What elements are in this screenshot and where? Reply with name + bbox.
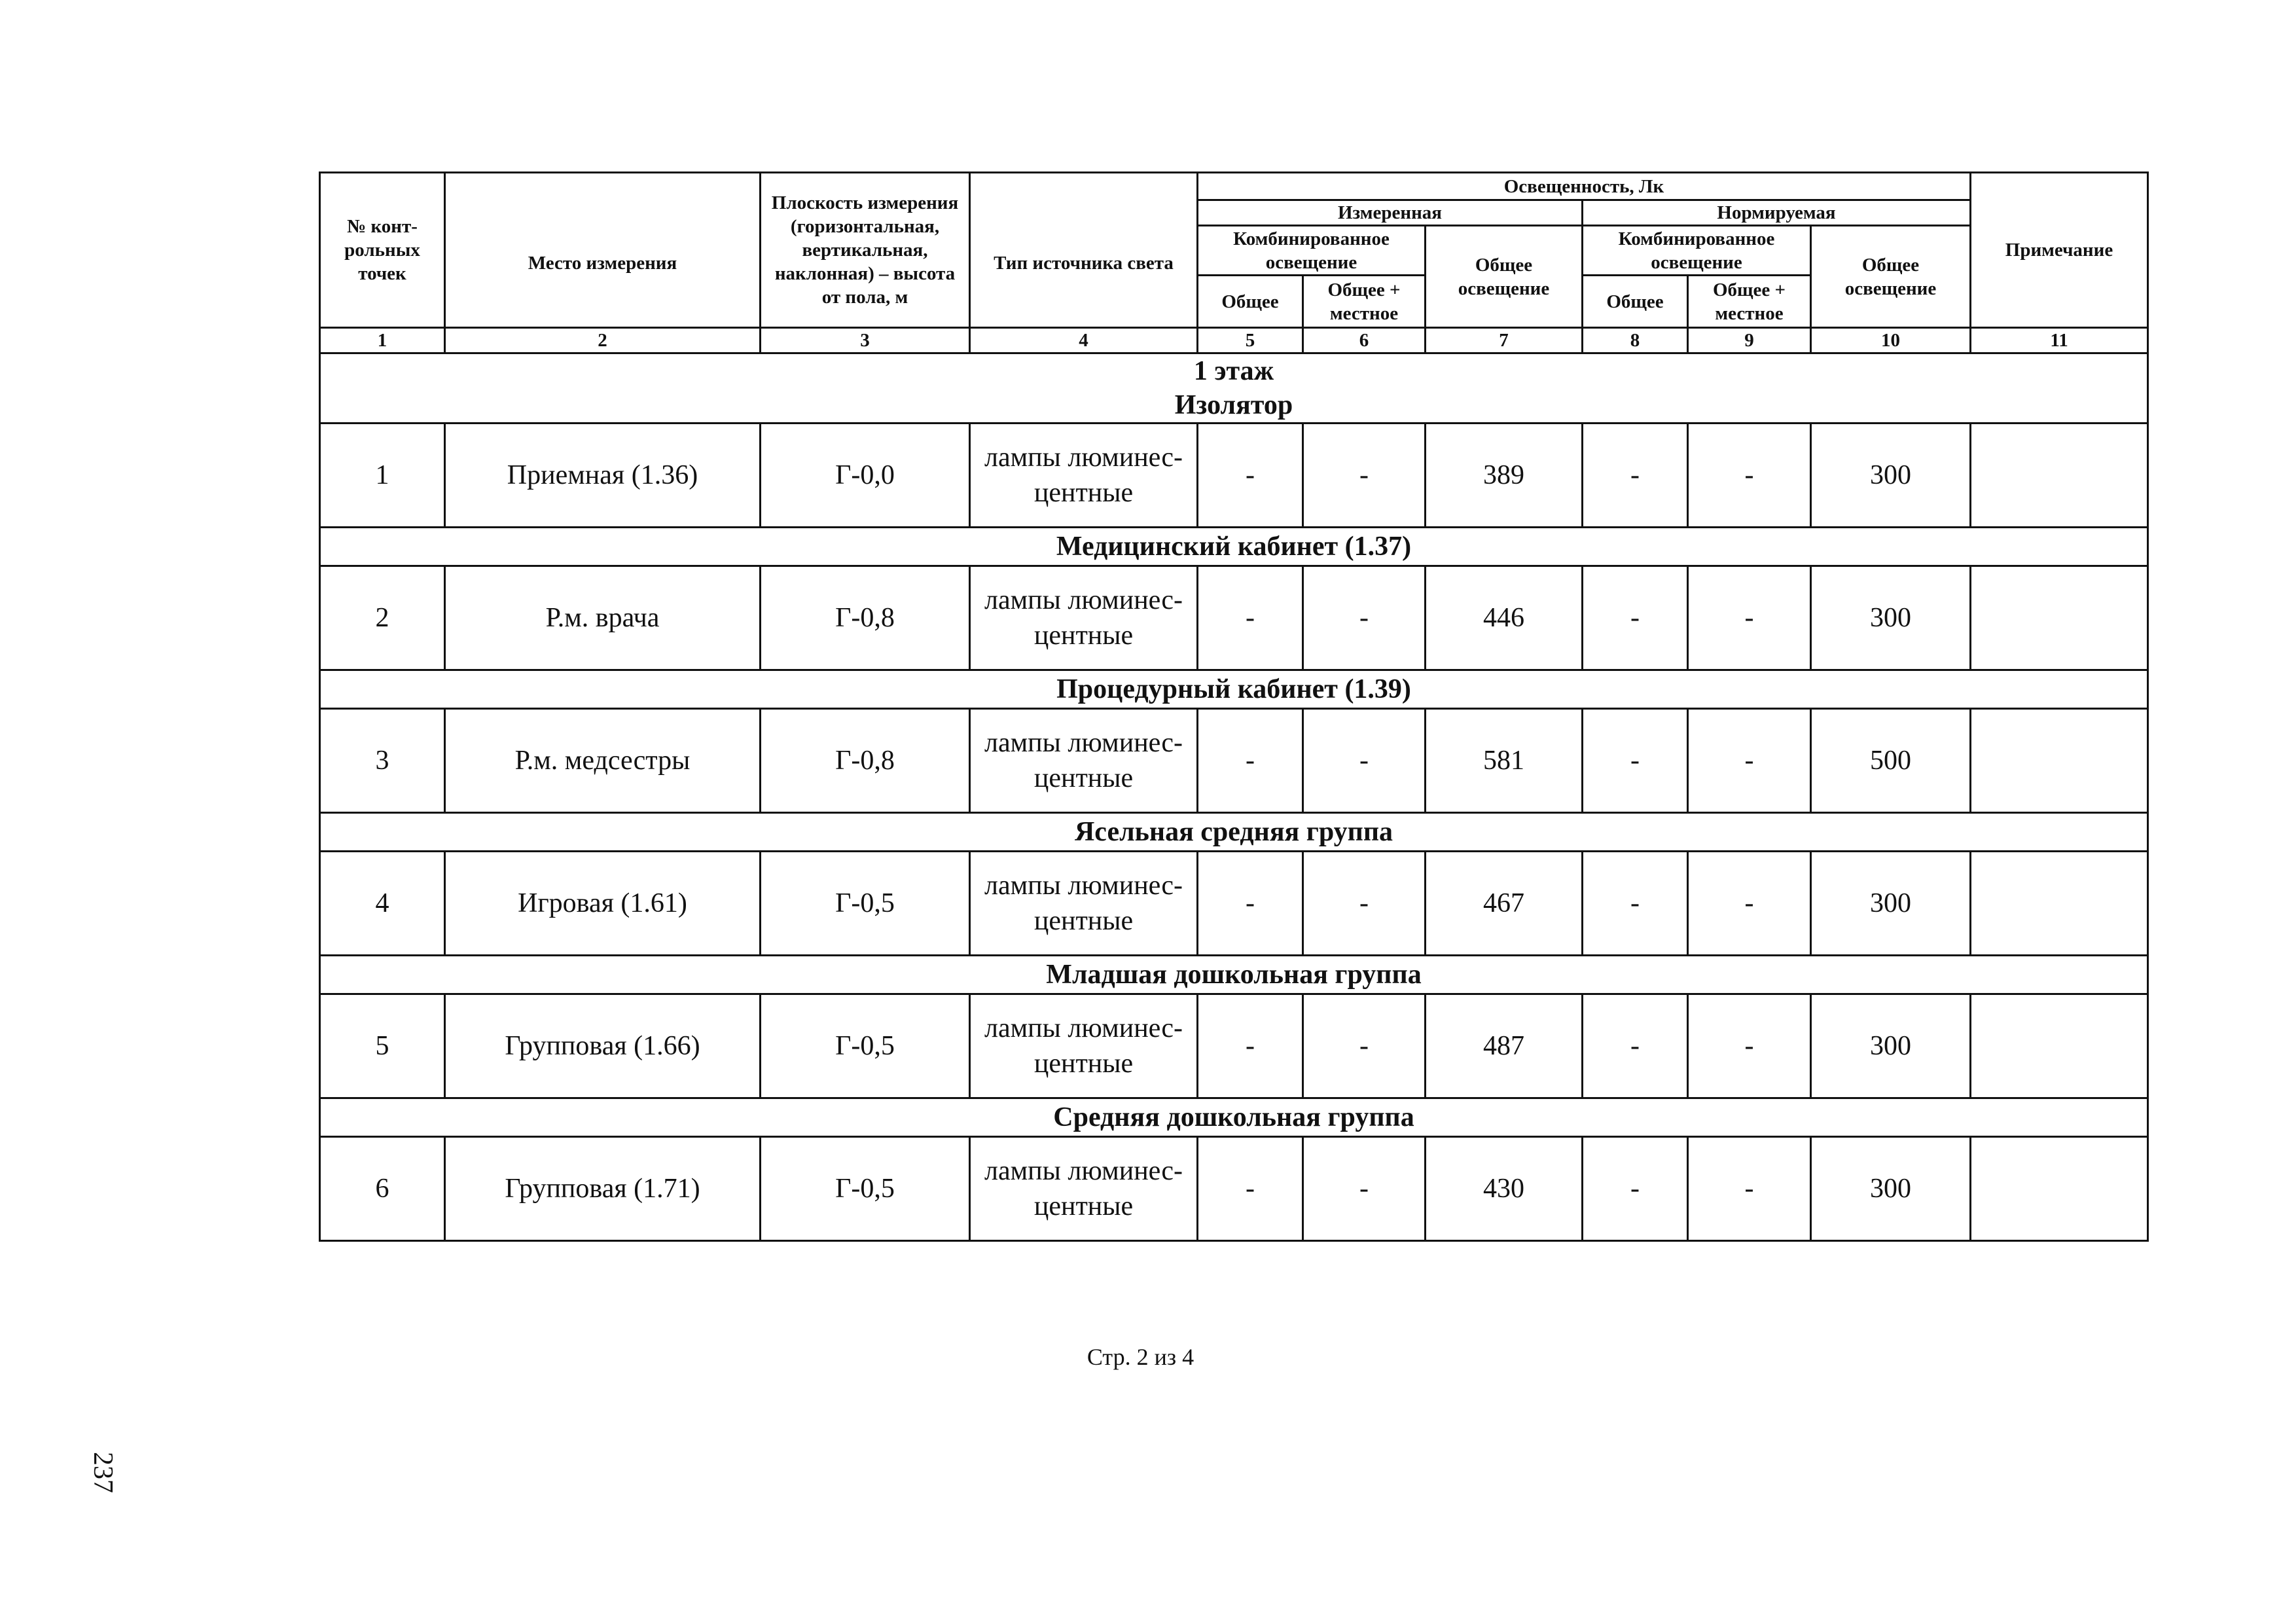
plane-cell: Г-0,5 (761, 852, 970, 956)
column-number: 3 (761, 328, 970, 353)
normative-general-cell: 500 (1811, 709, 1971, 813)
measured-combined-local-cell: - (1303, 1137, 1426, 1241)
place-cell: Р.м. врача (445, 566, 761, 670)
plane-cell: Г-0,5 (761, 994, 970, 1098)
column-number: 4 (970, 328, 1198, 353)
column-number: 7 (1426, 328, 1583, 353)
header-normative-general: Общее освещение (1811, 226, 1971, 328)
place-cell: Игровая (1.61) (445, 852, 761, 956)
normative-combined-general-cell: - (1583, 566, 1688, 670)
normative-general-cell: 300 (1811, 852, 1971, 956)
section-title-row (320, 528, 2148, 566)
measured-general-cell: 446 (1426, 566, 1583, 670)
section-title-line: Младшая дошкольная группа (1046, 960, 1422, 990)
section-title-line: Ясельная средняя группа (1074, 817, 1393, 847)
section-title (320, 670, 2148, 709)
normative-general-cell: 300 (1811, 424, 1971, 528)
section-title (320, 1098, 2148, 1137)
note-cell (1971, 852, 2148, 956)
section-title-line: Процедурный кабинет (1.39) (1056, 674, 1411, 704)
point-number-cell: 3 (320, 709, 445, 813)
header-note: Примечание (1971, 173, 2148, 328)
measured-combined-local-cell: - (1303, 994, 1426, 1098)
section-title-line: Изолятор (1174, 390, 1293, 420)
point-number-cell: 1 (320, 424, 445, 528)
normative-combined-general-cell: - (1583, 424, 1688, 528)
normative-general-cell: 300 (1811, 994, 1971, 1098)
section-title-row (320, 1098, 2148, 1137)
column-number: 2 (445, 328, 761, 353)
section-title (320, 956, 2148, 994)
measured-general-cell: 430 (1426, 1137, 1583, 1241)
header-measured-general-plus-local: Общее + местное (1303, 276, 1426, 328)
measured-combined-general-cell: - (1198, 1137, 1303, 1241)
normative-combined-local-cell: - (1688, 566, 1811, 670)
table-row (320, 994, 2148, 1098)
header-measured: Измеренная (1198, 200, 1583, 226)
measured-combined-general-cell: - (1198, 709, 1303, 813)
note-cell (1971, 994, 2148, 1098)
column-number: 11 (1971, 328, 2148, 353)
normative-combined-local-cell: - (1688, 1137, 1811, 1241)
plane-cell: Г-0,8 (761, 566, 970, 670)
header-point-no: № конт-рольных точек (320, 173, 445, 328)
column-number: 6 (1303, 328, 1426, 353)
place-cell: Приемная (1.36) (445, 424, 761, 528)
header-place: Место измерения (445, 173, 761, 328)
table-body (320, 353, 2148, 1241)
light-source-cell: лампы люминес-центные (970, 424, 1198, 528)
header-illuminance: Освещенность, Лк (1198, 173, 1971, 200)
header-normative-combined: Комбинированное освещение (1583, 226, 1811, 276)
normative-combined-general-cell: - (1583, 852, 1688, 956)
section-title (320, 813, 2148, 852)
plane-cell: Г-0,5 (761, 1137, 970, 1241)
measured-general-cell: 487 (1426, 994, 1583, 1098)
table-row (320, 852, 2148, 956)
measured-combined-local-cell: - (1303, 709, 1426, 813)
measured-combined-local-cell: - (1303, 424, 1426, 528)
table-row (320, 566, 2148, 670)
column-number: 8 (1583, 328, 1688, 353)
normative-combined-general-cell: - (1583, 709, 1688, 813)
measured-combined-general-cell: - (1198, 566, 1303, 670)
measured-combined-local-cell: - (1303, 852, 1426, 956)
measured-combined-local-cell: - (1303, 566, 1426, 670)
column-number: 10 (1811, 328, 1971, 353)
header-plane: Плоскость измерения (горизонтальная, вертикальная, наклонная) – высота от пола, м (761, 173, 970, 328)
section-title-row (320, 956, 2148, 994)
column-number: 1 (320, 328, 445, 353)
normative-combined-local-cell: - (1688, 994, 1811, 1098)
section-title (320, 528, 2148, 566)
normative-combined-general-cell: - (1583, 1137, 1688, 1241)
table-row (320, 1137, 2148, 1241)
normative-combined-local-cell: - (1688, 852, 1811, 956)
note-cell (1971, 709, 2148, 813)
section-title-row (320, 670, 2148, 709)
measured-general-cell: 389 (1426, 424, 1583, 528)
point-number-cell: 2 (320, 566, 445, 670)
column-number: 9 (1688, 328, 1811, 353)
light-source-cell: лампы люминес-центные (970, 994, 1198, 1098)
section-title (320, 353, 2148, 424)
section-title-line: Средняя дошкольная группа (1053, 1102, 1414, 1132)
column-number: 5 (1198, 328, 1303, 353)
note-cell (1971, 566, 2148, 670)
point-number-cell: 5 (320, 994, 445, 1098)
measured-combined-general-cell: - (1198, 994, 1303, 1098)
measured-combined-general-cell: - (1198, 424, 1303, 528)
normative-combined-general-cell: - (1583, 994, 1688, 1098)
point-number-cell: 4 (320, 852, 445, 956)
header-measured-general-only: Общее (1198, 276, 1303, 328)
note-cell (1971, 1137, 2148, 1241)
side-page-number: 237 (88, 1452, 118, 1493)
light-source-cell: лампы люминес-центные (970, 852, 1198, 956)
table-row (320, 709, 2148, 813)
normative-general-cell: 300 (1811, 1137, 1971, 1241)
place-cell: Групповая (1.71) (445, 1137, 761, 1241)
measured-combined-general-cell: - (1198, 852, 1303, 956)
header-normative: Нормируемая (1583, 200, 1971, 226)
light-source-cell: лампы люминес-центные (970, 566, 1198, 670)
section-title-row (320, 813, 2148, 852)
place-cell: Групповая (1.66) (445, 994, 761, 1098)
section-title-row (320, 353, 2148, 424)
measured-general-cell: 467 (1426, 852, 1583, 956)
light-source-cell: лампы люминес-центные (970, 709, 1198, 813)
light-source-cell: лампы люминес-центные (970, 1137, 1198, 1241)
note-cell (1971, 424, 2148, 528)
plane-cell: Г-0,8 (761, 709, 970, 813)
section-title-line: 1 этаж (1193, 356, 1274, 386)
header-normative-general-only: Общее (1583, 276, 1688, 328)
normative-general-cell: 300 (1811, 566, 1971, 670)
column-number-row (320, 328, 2148, 353)
normative-combined-local-cell: - (1688, 424, 1811, 528)
section-title-line: Медицинский кабинет (1.37) (1056, 532, 1412, 562)
place-cell: Р.м. медсестры (445, 709, 761, 813)
point-number-cell: 6 (320, 1137, 445, 1241)
header-measured-general: Общее освещение (1426, 226, 1583, 328)
plane-cell: Г-0,0 (761, 424, 970, 528)
illumination-table (319, 171, 2149, 1242)
table-row (320, 424, 2148, 528)
header-source: Тип источника света (970, 173, 1198, 328)
header-measured-combined: Комбинированное освещение (1198, 226, 1426, 276)
measured-general-cell: 581 (1426, 709, 1583, 813)
normative-combined-local-cell: - (1688, 709, 1811, 813)
page-number: Стр. 2 из 4 (1087, 1344, 1194, 1370)
header-normative-general-plus-local: Общее + местное (1688, 276, 1811, 328)
